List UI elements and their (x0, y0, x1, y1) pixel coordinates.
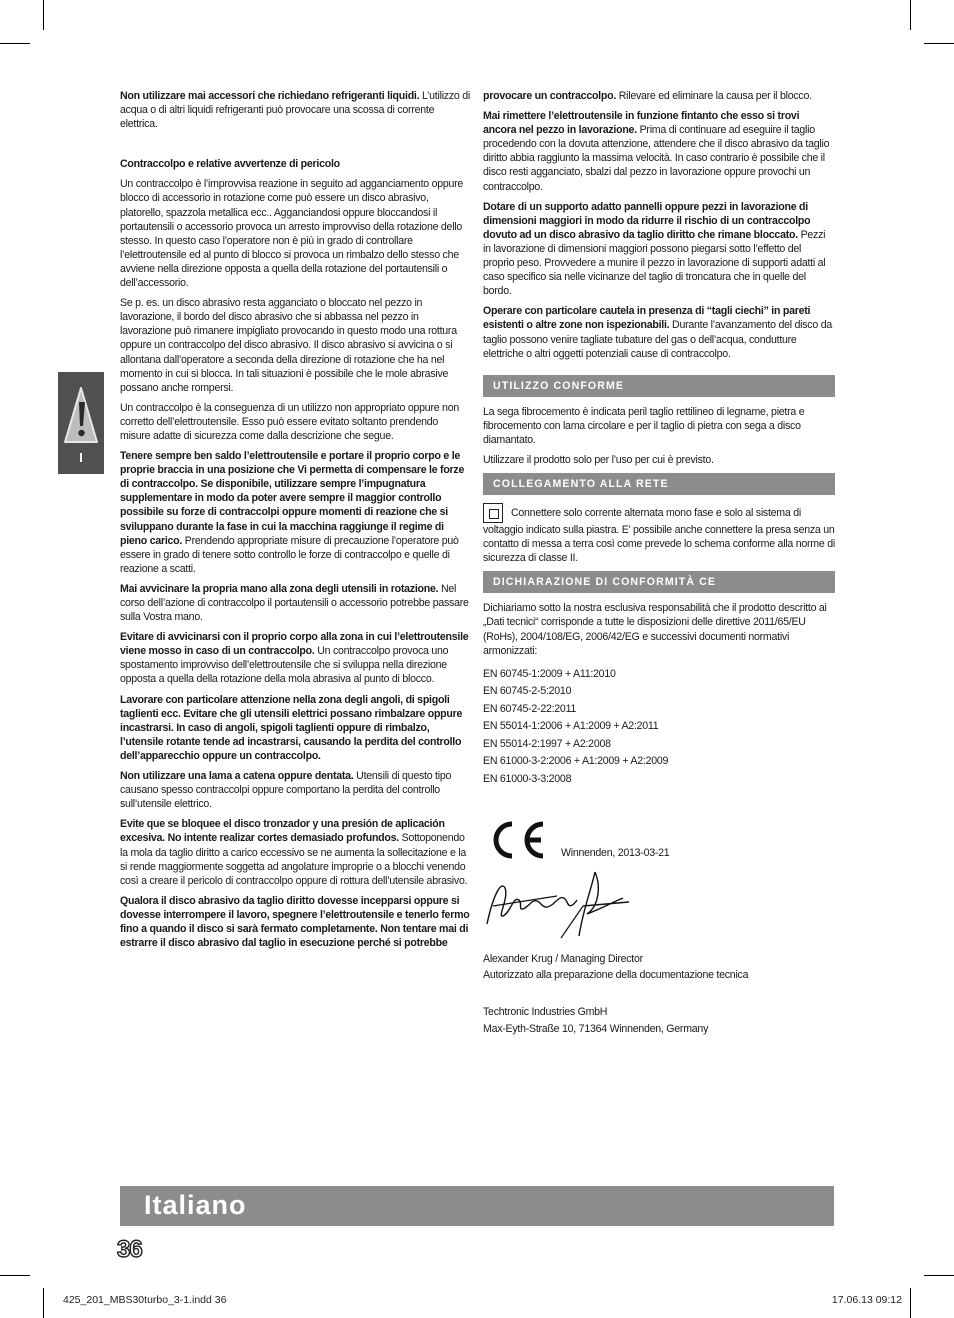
paragraph (120, 449, 470, 576)
paragraph: La sega fibrocemento è indicata peril taglio rettilineo di legname, pietra e fibrocemento con lama circolare e per il taglio di pietra con sega a disco diamantato. (483, 405, 805, 446)
signer-role: Autorizzato alla preparazione della documentazione tecnica (483, 969, 749, 982)
crop-mark (43, 0, 44, 30)
language-letter: I (79, 450, 83, 465)
paragraph-text: Prendendo appropriate misure di precauzione l’operatore può essere in grado di tenere sotto controllo le forze di contraccolpo e quelle di reazione a scatti. (120, 534, 459, 575)
paragraph (120, 769, 470, 811)
list-item: EN 61000-3-2:2006 + A1:2009 + A2:2009 (483, 755, 669, 768)
ce-mark-icon (485, 818, 549, 862)
paragraph (483, 304, 835, 360)
paragraph (120, 817, 470, 887)
paragraph-text: Connettere solo corrente alternata mono fase e solo al sistema di voltaggio indicato sulla piastra. E’ possibile anche connettere la presa senza un contatto di messa a terra così come prevede lo schema conforme alla norme di sicurezza di classe II. (483, 506, 835, 565)
paragraph-text: Pezzi in lavorazione di dimensioni maggiori possono piegarsi sotto l’effetto del proprio peso. Provvedere a munire il pezzo in lavorazione di supporti adatti al caso specifico sia nelle vicinanze del taglio di troncatura che in quelle del bordo. (483, 228, 826, 298)
bold-text: Mai rimettere l’elettroutensile in funzione fintanto che esso si trovi ancora nel pezzo in lavorazione. (483, 110, 800, 137)
ce-row (483, 818, 835, 866)
language-bar (120, 1186, 834, 1226)
paragraph (120, 894, 470, 950)
paragraph-text: Rilevare ed eliminare la causa per il blocco. (616, 90, 812, 102)
warning-side-tab (58, 372, 104, 474)
footer-timestamp: 17.06.13 09:12 (831, 1294, 902, 1306)
footer-filename: 425_201_MBS30turbo_3-1.indd 36 (63, 1294, 227, 1306)
paragraph: Un contraccolpo è la conseguenza di un utilizzo non appropriato oppure non corretto dell’elettroutensile. Esso può essere evitato soltanto prendendo misure adatte di sicurezza come dalla descrizione che segue. (120, 401, 459, 442)
paragraph: Dichiariamo sotto la nostra esclusiva responsabilità che il prodotto descritto ai „Dati tecnici“ corrisponde a tutte le disposizioni delle direttive 2011/65/EU (RoHs), 2004/108/EG, 2006/42/EG e successivi documenti normativi armonizzati: (483, 602, 827, 657)
section-heading: Contraccolpo e relative avvertenze di pericolo (120, 158, 340, 171)
section-header-ec-declaration: DICHIARAZIONE DI CONFORMITÀ CE (483, 571, 835, 593)
bold-text: Dotare di un supporto adatto pannelli oppure pezzi in lavorazione di dimensioni maggiori in modo da ridurre il rischio di un contraccolpo dovuto ad un disco abrasivo da taglio diritto che rimane bloccato. (483, 200, 811, 241)
bold-text: Lavorare con particolare attenzione nella zona degli angoli, di spigoli taglienti ecc. Evitare che gli utensili elettrici possano rimbalzare oppure incastrarsi. In caso di angoli, spigoli taglienti oppure di rimbalzo, l’utensile rotante tende ad incastrarsi, causando la perdita del controllo dell’apparecchio oppure un contraccolpo. (120, 693, 463, 762)
crop-mark (924, 1275, 954, 1276)
bold-text: Operare con particolare cautela in presenza di “tagli ciechi” in pareti esistenti o altre zone non ispezionabili. (483, 305, 811, 332)
company-address: Max-Eyth-Straße 10, 71364 Winnenden, Germany (483, 1022, 709, 1035)
company-name: Techtronic Industries GmbH (483, 1005, 608, 1018)
standards-list (483, 666, 835, 789)
paragraph: Se p. es. un disco abrasivo resta agganciato o bloccato nel pezzo in lavorazione, il bordo del disco abrasivo che si abbassa nel pezzo in lavorazione può rimanere impigliato provocando in questo modo una rottura oppure un contraccolpo del disco abrasivo. Il disco abrasivo si avvicina o si allontana dall’operatore a seconda della direzione di rotazione che ha nel momento in cui si blocca. In tali situazioni è possibile che le mole abrasive possano anche rompersi. (120, 297, 457, 394)
paragraph (120, 630, 470, 686)
crop-mark (924, 43, 954, 44)
bold-text: Tenere sempre ben saldo l’elettroutensile e portare il proprio corpo e le proprie braccia in una posizione che Vi permetta di compensare le forze di contraccolpo. Se disponibile, utilizzare sempre l’impugnatura supplementare in modo da poter avere sempre il maggior controllo possibile su forze di contraccolpi oppure momenti di reazione che si sviluppano durante la fase in cui la macchina raggiunge il regime di pieno carico. (120, 450, 465, 547)
right-column (483, 89, 835, 1036)
paragraph: Utilizzare il prodotto solo per l’uso per cui è previsto. (483, 453, 714, 466)
left-column (120, 89, 470, 956)
bold-text: Non utilizzare una lama a catena oppure dentata. (120, 770, 354, 783)
bold-text: Evite que se bloquee el disco tronzador y una presión de aplicación excesiva. No intente realizar cortes demasiado profundos. (120, 818, 445, 845)
list-item: EN 60745-2-22:2011 (483, 702, 577, 715)
paragraph-text: L’utilizzo di acqua o di altri liquidi refrigeranti può provocare una scossa di corrente elettrica. (120, 90, 470, 131)
crop-mark (0, 1275, 30, 1276)
bold-text: provocare un contraccolpo. (483, 90, 617, 102)
paragraph-text: Prima di continuare ad eseguire il taglio procedendo con la dovuta attenzione, attendere che il disco abrasivo da taglio diritto abbia raggiunto la massima velocità. In caso contrario è possibile che il disco resti agganciato, sbalzi dal pezzo in lavorazione oppure provochi un contraccolpo. (483, 124, 830, 193)
list-item: EN 61000-3-3:2008 (483, 772, 572, 785)
paragraph (120, 693, 470, 763)
bold-text: Qualora il disco abrasivo da taglio diritto dovesse incepparsi oppure si dovesse interrompere il lavoro, spegnere l’elettroutensile e tenerlo fermo fino a quando il disco si sarà fermato completamente. Non tentare mai di estrarre il disco abrasivo dal taglio in esecuzione perché si potrebbe (120, 894, 470, 950)
section-header-intended-use: UTILIZZO CONFORME (483, 375, 835, 397)
crop-mark (910, 1288, 911, 1318)
language-title: Italiano (144, 1190, 247, 1220)
bold-text: Mai avvicinare la propria mano alla zona degli utensili in rotazione. (120, 582, 439, 595)
paragraph (120, 582, 470, 624)
bold-text: Non utilizzare mai accessori che richiedano refrigeranti liquidi. (120, 90, 420, 102)
list-item: EN 55014-1:2006 + A1:2009 + A2:2011 (483, 720, 659, 733)
crop-mark (43, 1288, 44, 1318)
crop-mark (0, 43, 30, 44)
section-header-mains-connection: COLLEGAMENTO ALLA RETE (483, 473, 835, 495)
list-item: EN 55014-2:1997 + A2:2008 (483, 737, 611, 750)
paragraph-text: Nel corso dell’azione di contraccolpo il portautensili o accessorio potrebbe passare sulla Vostra mano. (120, 582, 469, 624)
paragraph-text: Sottoponendo la mola da taglio diritto a carico eccessivo se ne aumenta la sollecitazione e la si rende maggiormente soggetta ad angolature improprie o a blocchi venendo così a creare il pericolo di contraccolpo oppure di rottura dell’utensile abrasivo. (120, 832, 468, 887)
place-and-date: Winnenden, 2013-03-21 (561, 847, 670, 860)
bold-text: Evitare di avvicinarsi con il proprio corpo alla zona in cui l’elettroutensile viene mosso in caso di un contraccolpo. (120, 631, 469, 658)
signer-name: Alexander Krug / Managing Director (483, 953, 643, 966)
paragraph (483, 109, 835, 194)
page-number: 36 (117, 1236, 142, 1263)
warning-icon (63, 386, 99, 446)
paragraph (483, 200, 835, 299)
crop-mark (910, 0, 911, 30)
paragraph: Un contraccolpo è l’improvvisa reazione in seguito ad agganciamento oppure blocco di accessorio in rotazione come può essere un disco abrasivo, platorello, spazzola metallica ecc.. Agganciandosi oppure bloccandosi il portautensili o accessorio provoca un arresto improvviso della rotazione dello stesso. In questo caso l’operatore non è più in grado di controllare l’elettroutensile ed al punto di blocco si provoca un rimbalzo dello stesso che avviene nella direzione opposta a quella della rotazione del portautensili o dell’accessorio. (120, 178, 464, 290)
signature-image (483, 866, 653, 948)
paragraph-text: Un contraccolpo provoca uno spostamento improvviso dell’elettroutensile che si sviluppa nella direzione opposta a quella della rotazione della mola abrasiva al punto di blocco. (120, 645, 449, 686)
class-ii-double-insulation-icon (483, 503, 503, 523)
paragraph (483, 89, 835, 103)
paragraph (483, 503, 835, 565)
paragraph-text: Utensili di questo tipo causano spesso contraccolpi oppure comportano la perdita del controllo sull’utensile elettrico. (120, 770, 452, 811)
list-item: EN 60745-1:2009 + A11:2010 (483, 667, 616, 680)
paragraph (120, 89, 470, 131)
paragraph-text: Durante l’avanzamento del disco da taglio possono venire tagliate tubature del gas o dell’acqua, condutture elettriche o altri oggetti potenziali cause di contraccolpo. (483, 319, 832, 360)
list-item: EN 60745-2-5:2010 (483, 685, 572, 698)
